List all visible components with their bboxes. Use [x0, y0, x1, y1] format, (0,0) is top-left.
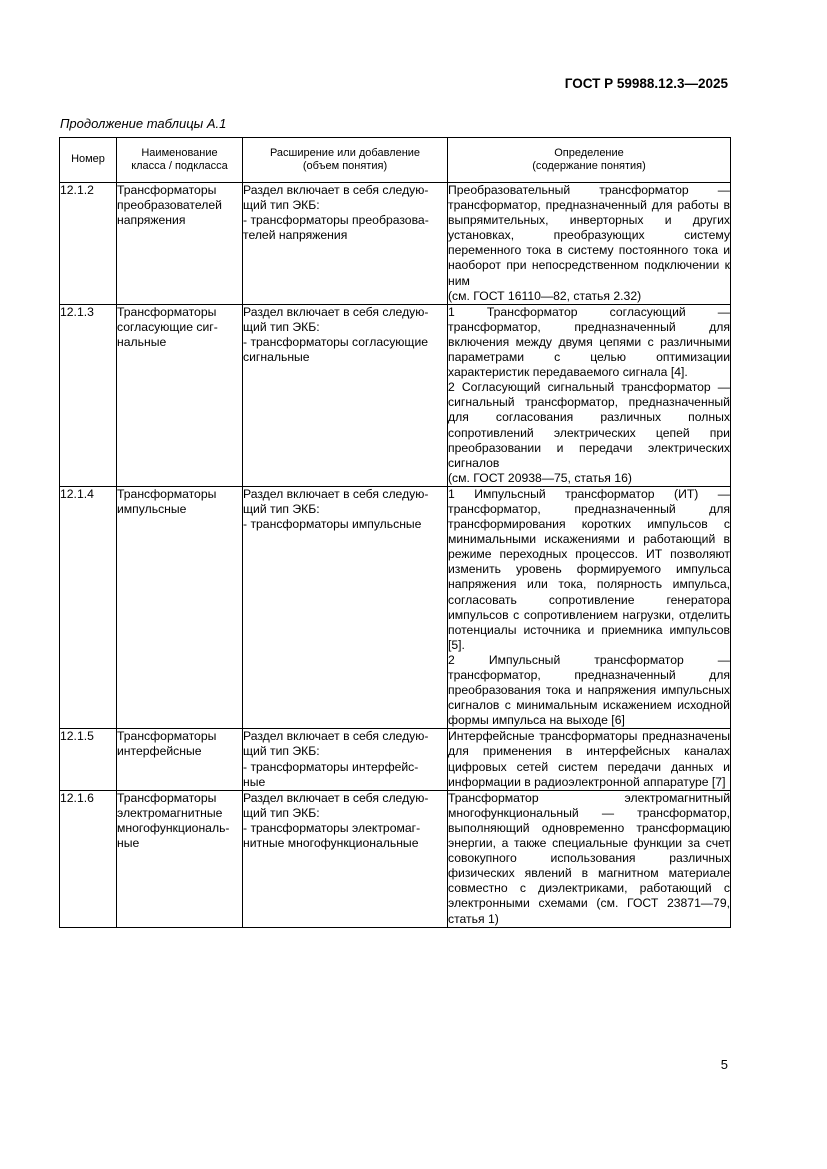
row-extension: Раздел включает в себя следую- щий тип ЭКБ: - трансформаторы интерфейс- ные: [243, 729, 448, 790]
row-class-name: Трансформаторы импульсные: [117, 486, 243, 729]
row-definition: [448, 790, 731, 927]
table-row: [60, 790, 731, 927]
row-number: 12.1.4: [60, 486, 117, 729]
definition-paragraph: 1 Импульсный трансформатор (ИТ) — трансформатор, предназначенный для трансформирования коротких импульсов с минимальными искажениями и работающий в режиме переходных процессов. ИТ позволяют изменить уровень формируемого импульса напряжения или тока, полярность импульса, согласовать сопротивление генератора импульсов с сопротивлением нагрузки, отделить потенциалы источника и приемника импульсов [5].: [448, 486, 730, 652]
row-number: 12.1.5: [60, 729, 117, 790]
definition-paragraph: 1 Трансформатор согласующий — трансформатор, предназначенный для включения между двумя цепями с различными параметрами с целью оптимизации характеристик передаваемого сигнала [4].: [448, 304, 730, 380]
row-definition: [448, 304, 731, 486]
document-code: ГОСТ Р 59988.12.3—2025: [564, 76, 728, 91]
table-row: [60, 304, 731, 486]
header-definition: Определение (содержание понятия): [448, 138, 731, 183]
table-caption: Продолжение таблицы А.1: [60, 116, 227, 131]
definition-paragraph: 2 Согласующий сигнальный трансформатор — сигнальный трансформатор, предназначенный для согласования различных полных сопротивлений электрических цепей при преобразовании и передачи электрических сигналов: [448, 380, 730, 470]
row-number: 12.1.6: [60, 790, 117, 927]
row-extension: Раздел включает в себя следую- щий тип ЭКБ: - трансформаторы импульсные: [243, 486, 448, 729]
row-class-name: Трансформаторы интерфейсные: [117, 729, 243, 790]
row-number: 12.1.3: [60, 304, 117, 486]
row-extension: Раздел включает в себя следую- щий тип ЭКБ: - трансформаторы электромаг- нитные многофункциональные: [243, 790, 448, 927]
definition-paragraph: Преобразовательный трансформатор — трансформатор, предназначенный для работы в выпрямительных, инверторных и других установках, преобразующих систему переменного тока в систему постоянного тока и наоборот при непосредственном подключении к ним: [448, 183, 730, 288]
page-number: 5: [720, 1057, 728, 1072]
classification-table: [59, 137, 731, 928]
definition-paragraph: 2 Импульсный трансформатор — трансформатор, предназначенный для преобразования тока и напряжения импульсных сигналов с минимальным искажением исходной формы импульса на выходе [6]: [448, 652, 730, 728]
definition-paragraph: Интерфейсные трансформаторы предназначены для применения в интерфейсных каналах цифровых сетей систем передачи данных и информации в радиоэлектронной аппаратуре [7]: [448, 729, 730, 789]
row-extension: Раздел включает в себя следую- щий тип ЭКБ: - трансформаторы согласующие сигнальные: [243, 304, 448, 486]
row-extension: Раздел включает в себя следую- щий тип ЭКБ: - трансформаторы преобразова- телей напряжения: [243, 183, 448, 305]
header-extension: Расширение или добавление (объем понятия): [243, 138, 448, 183]
row-number: 12.1.2: [60, 183, 117, 305]
row-definition: [448, 486, 731, 729]
row-class-name: Трансформаторы согласующие сиг- нальные: [117, 304, 243, 486]
row-definition: [448, 729, 731, 790]
header-name: Наименование класса / подкласса: [117, 138, 243, 183]
definition-paragraph: (см. ГОСТ 20938—75, статья 16): [448, 470, 632, 485]
definition-paragraph: Трансформатор электромагнитный многофункциональный — трансформатор, выполняющий одновременно трансформацию энергии, а также специальные функции за счет совокупного использования различных физических явлений в магнитном материале совместно с диэлектриками, работающий с электронными схемами (см. ГОСТ 23871—79, статья 1): [448, 790, 730, 926]
table-body: [60, 183, 731, 928]
row-definition: [448, 183, 731, 305]
table-row: [60, 729, 731, 790]
table-row: [60, 486, 731, 729]
table-row: [60, 183, 731, 305]
row-class-name: Трансформаторы электромагнитные многофункциональ- ные: [117, 790, 243, 927]
table-header: [60, 138, 731, 183]
definition-paragraph: (см. ГОСТ 16110—82, статья 2.32): [448, 288, 642, 303]
header-number: Номер: [60, 138, 117, 183]
row-class-name: Трансформаторы преобразователей напряжения: [117, 183, 243, 305]
